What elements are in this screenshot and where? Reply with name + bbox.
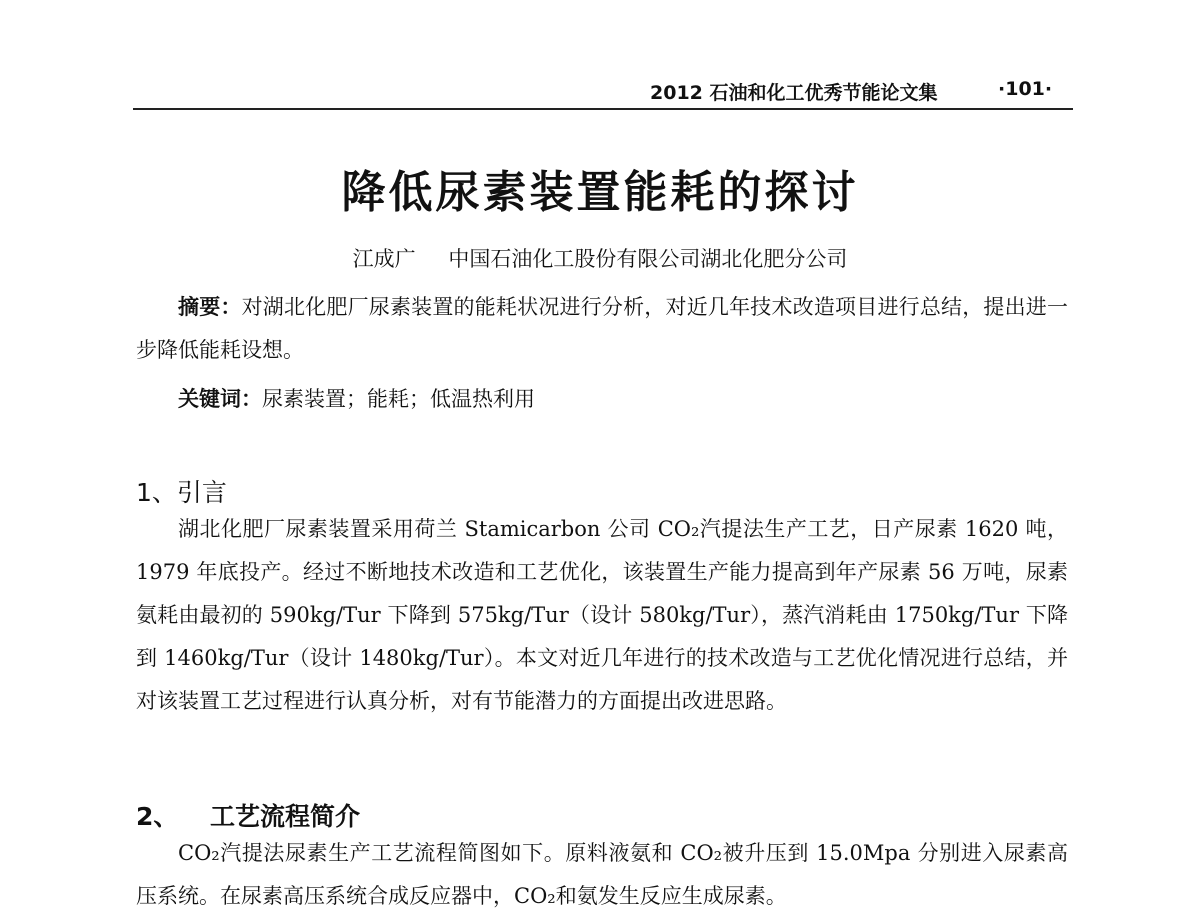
author-name: 江成广 bbox=[352, 247, 416, 271]
abstract-label: 摘要： bbox=[178, 295, 242, 319]
page-number: ·101· bbox=[998, 78, 1053, 100]
section-body-process: CO₂汽提法尿素生产工艺流程简图如下。原料液氨和 CO₂被升压到 15.0Mpa 分别进入尿素高压系统。在尿素高压系统合成反应器中，CO₂和氨发生反应生成尿素。 bbox=[136, 841, 1068, 908]
section-title: 引言 bbox=[176, 478, 227, 507]
section-heading-process bbox=[136, 797, 360, 833]
byline bbox=[0, 243, 1200, 273]
section-heading-introduction bbox=[136, 473, 227, 509]
section-number: 1、 bbox=[136, 478, 177, 507]
keywords bbox=[136, 378, 1068, 421]
header-rule bbox=[133, 108, 1073, 110]
running-header bbox=[650, 78, 1070, 105]
abstract bbox=[136, 286, 1068, 372]
section-body-introduction: 湖北化肥厂尿素装置采用荷兰 Stamicarbon 公司 CO₂汽提法生产工艺，日产尿素 1620 吨，1979 年底投产。经过不断地技术改造和工艺优化，该装置生产能力提高到年产尿素 56 万吨，尿素氨耗由最初的 590kg/Tur 下降到 575kg/Tur（设计 580kg/Tur），蒸汽消耗由 1750kg/Tur 下降到 1460kg/Tur（设计 1480kg/Tur）。本文对近几年进行的技术改造与工艺优化情况进行总结，并对该装置工艺过程进行认真分析，对有节能潜力的方面提出改进思路。 bbox=[136, 517, 1068, 713]
paper-title: 降低尿素装置能耗的探讨 bbox=[341, 167, 859, 218]
keywords-label: 关键词： bbox=[178, 387, 262, 411]
journal-title: 2012 石油和化工优秀节能论文集 bbox=[650, 82, 938, 104]
keywords-text: 尿素装置；能耗；低温热利用 bbox=[262, 387, 535, 411]
author-affiliation: 中国石油化工股份有限公司湖北化肥分公司 bbox=[448, 247, 848, 271]
section-number: 2、 bbox=[136, 802, 179, 831]
section-title: 工艺流程简介 bbox=[210, 802, 361, 831]
abstract-text: 对湖北化肥厂尿素装置的能耗状况进行分析，对近几年技术改造项目进行总结，提出进一步降低能耗设想。 bbox=[136, 295, 1069, 362]
